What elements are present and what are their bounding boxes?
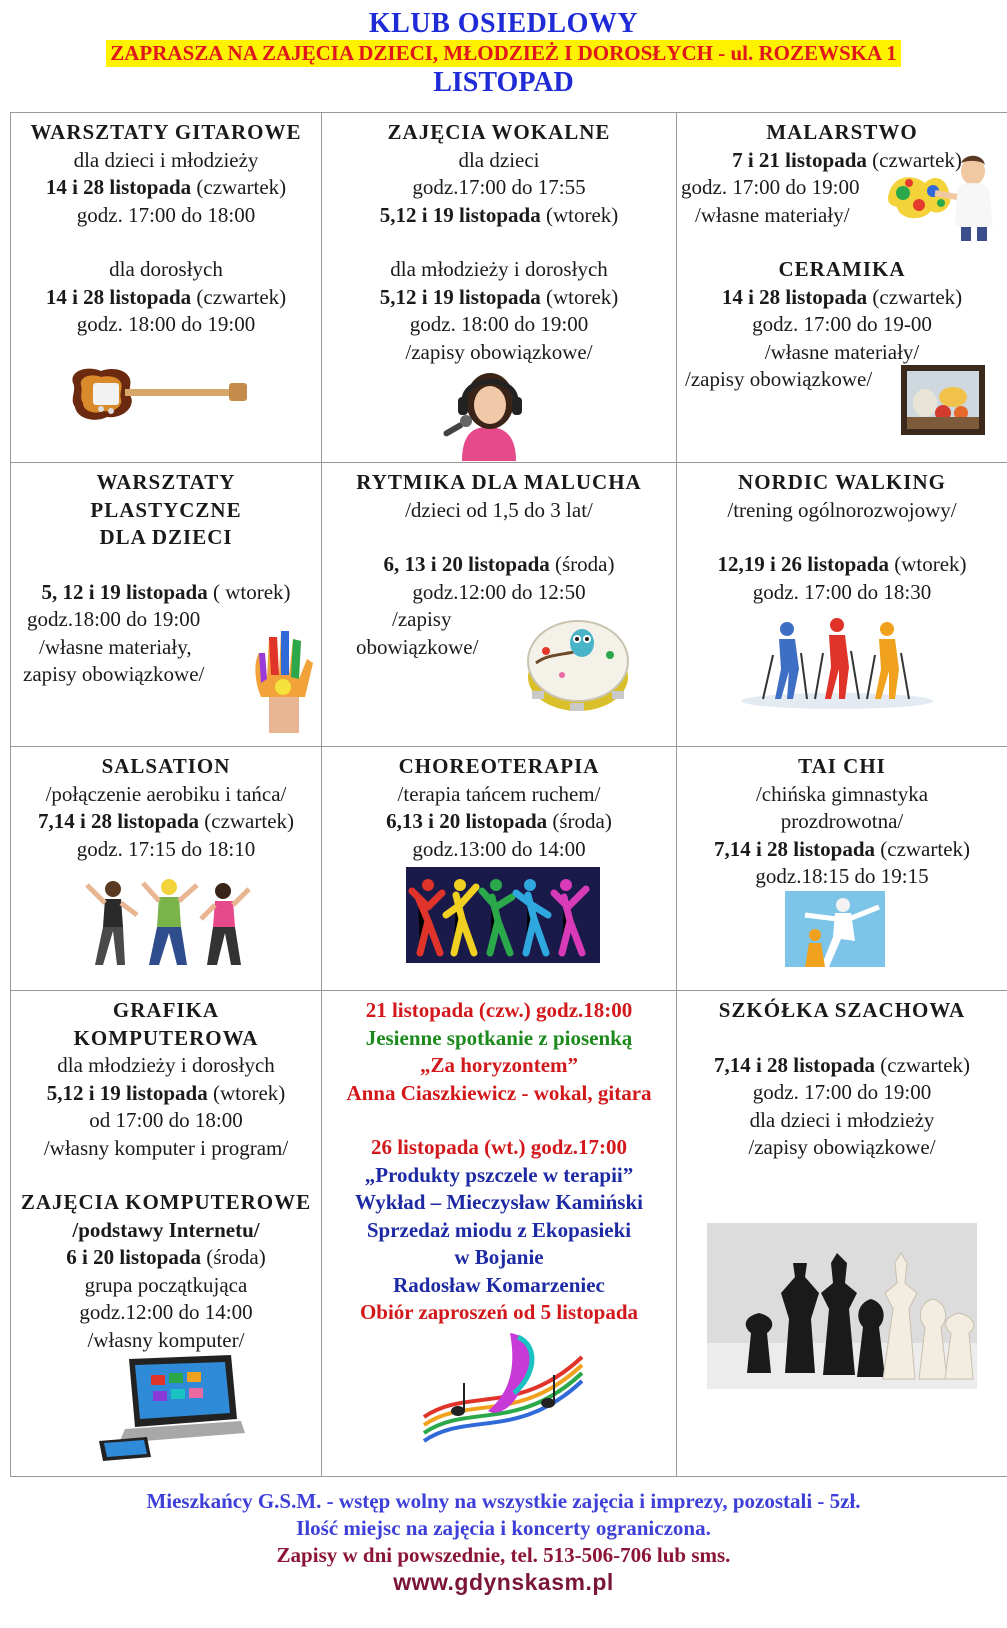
- vocal-l4: dla młodzieży i dorosłych: [322, 256, 676, 284]
- vocal-l3-day: (wtorek): [541, 203, 619, 227]
- graphics-l4: /własny komputer i program/: [11, 1135, 321, 1163]
- vocal-l6: godz. 18:00 do 19:00: [322, 311, 676, 339]
- nordic-l2-date: 12,19 i 26 listopada: [717, 552, 889, 576]
- footer-website-link[interactable]: www.gdynskasm.pl: [0, 1569, 1007, 1596]
- painting-l1-date: 7 i 21 listopada: [732, 148, 867, 172]
- choreo-l2-day: (środa): [547, 809, 612, 833]
- chess-l1-date: 7,14 i 28 listopada: [714, 1053, 875, 1077]
- rhythm-l5: obowiązkowe/: [322, 634, 676, 662]
- schedule-grid: [10, 112, 1007, 1472]
- event2-lecture: Wykład – Mieczysław Kamiński: [322, 1189, 676, 1217]
- nordic-walkers-icon: [737, 613, 937, 713]
- painting-l4-date: 14 i 28 listopada: [722, 285, 867, 309]
- footer-capacity-info: Ilość miejsc na zajęcia i koncerty ograniczona.: [0, 1515, 1007, 1542]
- guitar-l5-day: (czwartek): [191, 285, 286, 309]
- chess-l4: /zapisy obowiązkowe/: [677, 1134, 1007, 1162]
- rhythm-l2-date: 6, 13 i 20 listopada: [383, 552, 549, 576]
- taichi-l1: /chińska gimnastyka: [677, 781, 1007, 809]
- choreo-l2-date: 6,13 i 20 listopada: [386, 809, 547, 833]
- cell-salsation: [11, 747, 322, 991]
- graphics-l8: godz.12:00 do 14:00: [11, 1299, 321, 1327]
- page-title: KLUB OSIEDLOWY: [0, 8, 1007, 40]
- salsation-l2-day: (czwartek): [199, 809, 294, 833]
- crafts-l1-day: ( wtorek): [208, 580, 291, 604]
- vocal-l1: dla dzieci: [322, 147, 676, 175]
- rhythm-title: RYTMIKA DLA MALUCHA: [322, 469, 676, 497]
- event2-date: 26 listopada (wt.) godz.17:00: [322, 1134, 676, 1162]
- painting-l6: /własne materiały/: [677, 339, 1007, 367]
- cell-rhythm: [322, 463, 677, 747]
- taichi-title: TAI CHI: [677, 753, 1007, 781]
- painted-hand-icon: [247, 623, 317, 733]
- computer-classes-title: ZAJĘCIA KOMPUTEROWE: [11, 1189, 321, 1217]
- rhythm-l1: /dzieci od 1,5 do 3 lat/: [322, 497, 676, 525]
- cell-taichi: [677, 747, 1007, 991]
- taichi-l4: godz.18:15 do 19:15: [677, 863, 1007, 891]
- painting-l3: /własne materiały/: [677, 202, 1007, 230]
- rhythm-l3: godz.12:00 do 12:50: [322, 579, 676, 607]
- taichi-l3-day: (czwartek): [875, 837, 970, 861]
- nordic-l2-day: (wtorek): [889, 552, 967, 576]
- guitar-title: WARSZTATY GITAROWE: [11, 119, 321, 147]
- tai-chi-icon: [785, 891, 885, 967]
- painting-l5: godz. 17:00 do 19-00: [677, 311, 1007, 339]
- choreo-l3: godz.13:00 do 14:00: [322, 836, 676, 864]
- cell-painting: [677, 113, 1007, 463]
- crafts-title-1: WARSZTATY: [11, 469, 321, 497]
- guitar-l6: godz. 18:00 do 19:00: [11, 311, 321, 339]
- vocal-l7: /zapisy obowiązkowe/: [322, 339, 676, 367]
- rhythm-l2-day: (środa): [550, 552, 615, 576]
- page-subtitle: ZAPRASZA NA ZAJĘCIA DZIECI, MŁODZIEŻ I DOROSŁYCH - ul. ROZEWSKA 1: [106, 40, 901, 67]
- guitar-l2-date: 14 i 28 listopada: [46, 175, 191, 199]
- guitar-l1: dla dzieci i młodzieży: [11, 147, 321, 175]
- graphics-l7: grupa początkująca: [11, 1272, 321, 1300]
- graphics-l2-day: (wtorek): [208, 1081, 286, 1105]
- event2-sale: Sprzedaż miodu z Ekopasieki: [322, 1217, 676, 1245]
- nordic-title: NORDIC WALKING: [677, 469, 1007, 497]
- header: [0, 8, 1007, 99]
- footer-entry-info: Mieszkańcy G.S.M. - wstęp wolny na wszystkie zajęcia i imprezy, pozostali - 5zł.: [0, 1488, 1007, 1515]
- nordic-l3: godz. 17:00 do 18:30: [677, 579, 1007, 607]
- cell-events: [322, 991, 677, 1477]
- painting-l4-day: (czwartek): [867, 285, 962, 309]
- salsation-l3: godz. 17:15 do 18:10: [11, 836, 321, 864]
- cell-vocal: [322, 113, 677, 463]
- chess-l2: godz. 17:00 do 19:00: [677, 1079, 1007, 1107]
- chess-l1-day: (czwartek): [875, 1053, 970, 1077]
- cell-guitar: [11, 113, 322, 463]
- cell-choreo: [322, 747, 677, 991]
- graphics-l1: dla młodzieży i dorosłych: [11, 1052, 321, 1080]
- nordic-l1: /trening ogólnorozwojowy/: [677, 497, 1007, 525]
- graphics-l5: /podstawy Internetu/: [11, 1217, 321, 1245]
- ceramics-icon: [899, 363, 987, 437]
- graphics-title-2: KOMPUTEROWA: [11, 1025, 321, 1053]
- guitar-l2-day: (czwartek): [191, 175, 286, 199]
- cell-nordic: [677, 463, 1007, 747]
- painting-title: MALARSTWO: [677, 119, 1007, 147]
- tambourine-icon: [522, 611, 634, 719]
- taichi-l3-date: 7,14 i 28 listopada: [714, 837, 875, 861]
- page-month: LISTOPAD: [0, 67, 1007, 99]
- crafts-title-3: DLA DZIECI: [11, 524, 321, 552]
- event2-person: Radosław Komarzeniec: [322, 1272, 676, 1300]
- laptop-icon: [95, 1353, 245, 1461]
- salsation-title: SALSATION: [11, 753, 321, 781]
- guitar-l5-date: 14 i 28 listopada: [46, 285, 191, 309]
- chess-title: SZKÓŁKA SZACHOWA: [677, 997, 1007, 1025]
- rhythm-l4: /zapisy: [322, 606, 676, 634]
- taichi-l2: prozdrowotna/: [677, 808, 1007, 836]
- cell-crafts: [11, 463, 322, 747]
- painting-l1-day: (czwartek): [867, 148, 962, 172]
- crafts-l2: godz.18:00 do 19:00: [11, 606, 321, 634]
- dance-silhouettes-icon: [406, 867, 600, 963]
- painter-icon: [885, 153, 1001, 241]
- music-notes-icon: [418, 1327, 588, 1447]
- crafts-title-2: PLASTYCZNE: [11, 497, 321, 525]
- event2-place: w Bojanie: [322, 1244, 676, 1272]
- vocal-l3-date: 5,12 i 19 listopada: [380, 203, 541, 227]
- singer-icon: [432, 365, 544, 461]
- guitar-icon: [65, 361, 250, 431]
- choreo-title: CHOREOTERAPIA: [322, 753, 676, 781]
- cell-chess: [677, 991, 1007, 1477]
- footer: [0, 1488, 1007, 1596]
- footer-signup-info: Zapisy w dni powszednie, tel. 513-506-706 lub sms.: [0, 1542, 1007, 1569]
- painting-l2: godz. 17:00 do 19:00: [677, 174, 1007, 202]
- graphics-title-1: GRAFIKA: [11, 997, 321, 1025]
- graphics-l6-date: 6 i 20 listopada: [66, 1245, 201, 1269]
- cell-graphics: [11, 991, 322, 1477]
- event1-title: Jesienne spotkanie z piosenką: [322, 1025, 676, 1053]
- chess-l3: dla dzieci i młodzieży: [677, 1107, 1007, 1135]
- guitar-l3: godz. 17:00 do 18:00: [11, 202, 321, 230]
- dancers-icon: [83, 875, 253, 967]
- choreo-l1: /terapia tańcem ruchem/: [322, 781, 676, 809]
- crafts-l3: /własne materiały,: [11, 634, 321, 662]
- event1-quote: „Za horyzontem”: [322, 1052, 676, 1080]
- event1-performer: Anna Ciaszkiewicz - wokal, gitara: [322, 1080, 676, 1108]
- vocal-l5-date: 5,12 i 19 listopada: [380, 285, 541, 309]
- graphics-l6-day: (środa): [201, 1245, 266, 1269]
- event2-title: „Produkty pszczele w terapii”: [322, 1162, 676, 1190]
- graphics-l9: /własny komputer/: [11, 1327, 321, 1355]
- vocal-l2: godz.17:00 do 17:55: [322, 174, 676, 202]
- painting-l7: /zapisy obowiązkowe/: [677, 366, 1007, 394]
- salsation-l1: /połączenie aerobiku i tańca/: [11, 781, 321, 809]
- crafts-l4: zapisy obowiązkowe/: [11, 661, 321, 689]
- guitar-l4: dla dorosłych: [11, 256, 321, 284]
- salsation-l2-date: 7,14 i 28 listopada: [38, 809, 199, 833]
- crafts-l1-date: 5, 12 i 19 listopada: [41, 580, 207, 604]
- ceramics-title: CERAMIKA: [677, 256, 1007, 284]
- chess-pieces-icon: [707, 1223, 977, 1389]
- graphics-l3: od 17:00 do 18:00: [11, 1107, 321, 1135]
- graphics-l2-date: 5,12 i 19 listopada: [47, 1081, 208, 1105]
- vocal-title: ZAJĘCIA WOKALNE: [322, 119, 676, 147]
- event1-date: 21 listopada (czw.) godz.18:00: [322, 997, 676, 1025]
- event2-invitations: Obiór zaproszeń od 5 listopada: [322, 1299, 676, 1327]
- vocal-l5-day: (wtorek): [541, 285, 619, 309]
